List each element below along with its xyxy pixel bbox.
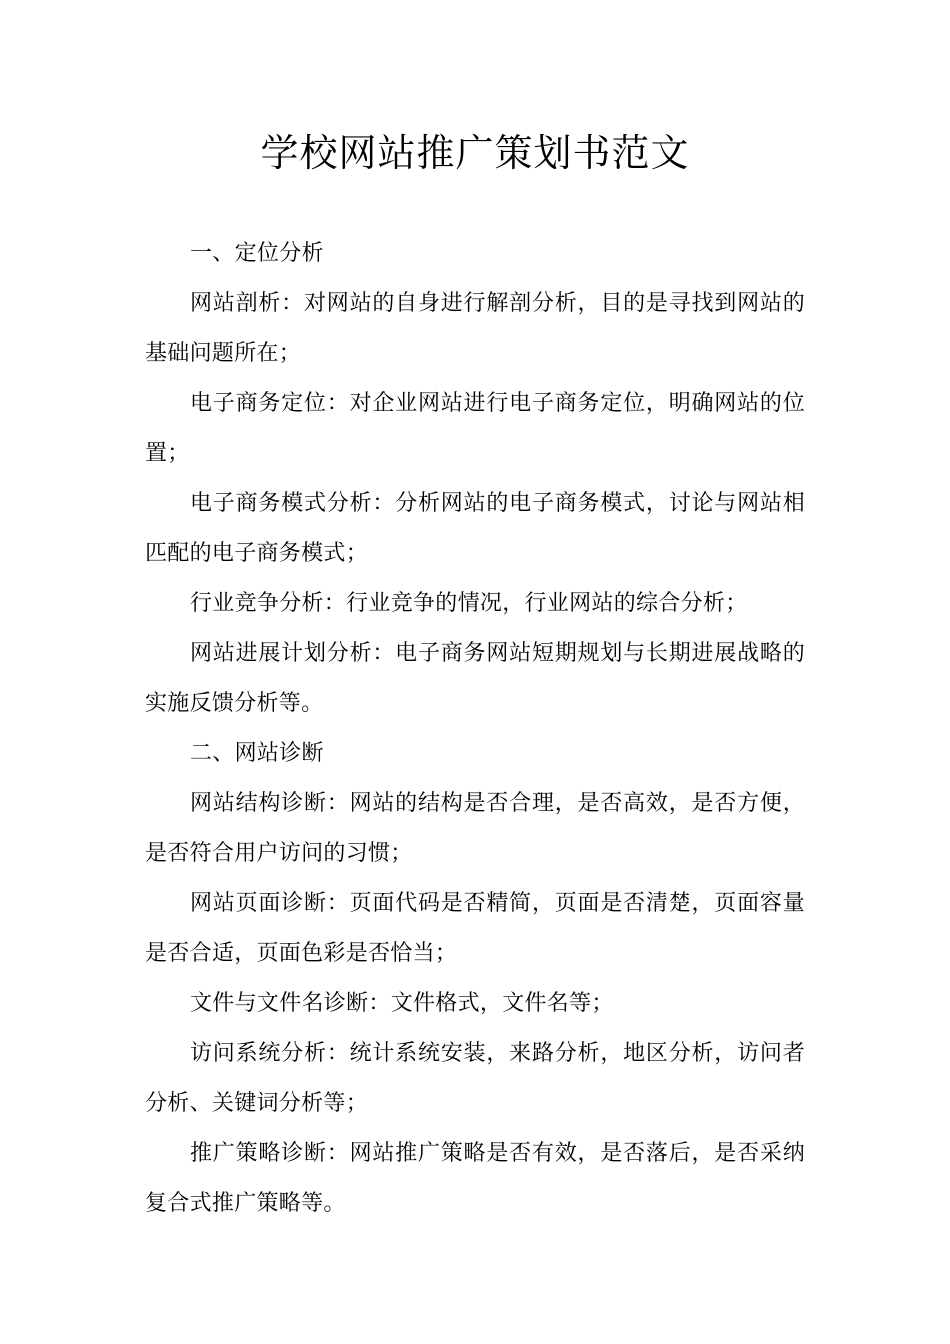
document-body [145,229,805,1229]
paragraph-file-diagnosis: 文件与文件名诊断：文件格式，文件名等； [190,991,614,1016]
section-heading-positioning: 一、定位分析 [190,241,324,266]
paragraph-structure-diagnosis: 网站结构诊断：网站的结构是否合理，是否高效，是否方便，是否符合用户访问的习惯； [145,791,805,866]
paragraph-ecommerce-positioning: 电子商务定位：对企业网站进行电子商务定位，明确网站的位置； [145,391,805,466]
paragraph-industry-competition: 行业竞争分析：行业竞争的情况，行业网站的综合分析； [190,591,748,616]
paragraph-development-plan: 网站进展计划分析：电子商务网站短期规划与长期进展战略的实施反馈分析等。 [145,641,805,716]
document-title: 学校网站推广策划书范文 [260,131,690,175]
paragraph-promotion-strategy-diagnosis: 推广策略诊断：网站推广策略是否有效，是否落后，是否采纳复合式推广策略等。 [145,1141,805,1216]
paragraph-business-model-analysis: 电子商务模式分析：分析网站的电子商务模式，讨论与网站相匹配的电子商务模式； [145,491,805,566]
paragraph-page-diagnosis: 网站页面诊断：页面代码是否精简，页面是否清楚，页面容量是否合适，页面色彩是否恰当； [145,891,805,966]
paragraph-site-analysis: 网站剖析：对网站的自身进行解剖分析，目的是寻找到网站的基础问题所在； [145,291,805,366]
section-heading-diagnosis: 二、网站诊断 [190,741,324,766]
paragraph-access-system-analysis: 访问系统分析：统计系统安装，来路分析，地区分析，访问者分析、关键词分析等； [145,1041,805,1116]
